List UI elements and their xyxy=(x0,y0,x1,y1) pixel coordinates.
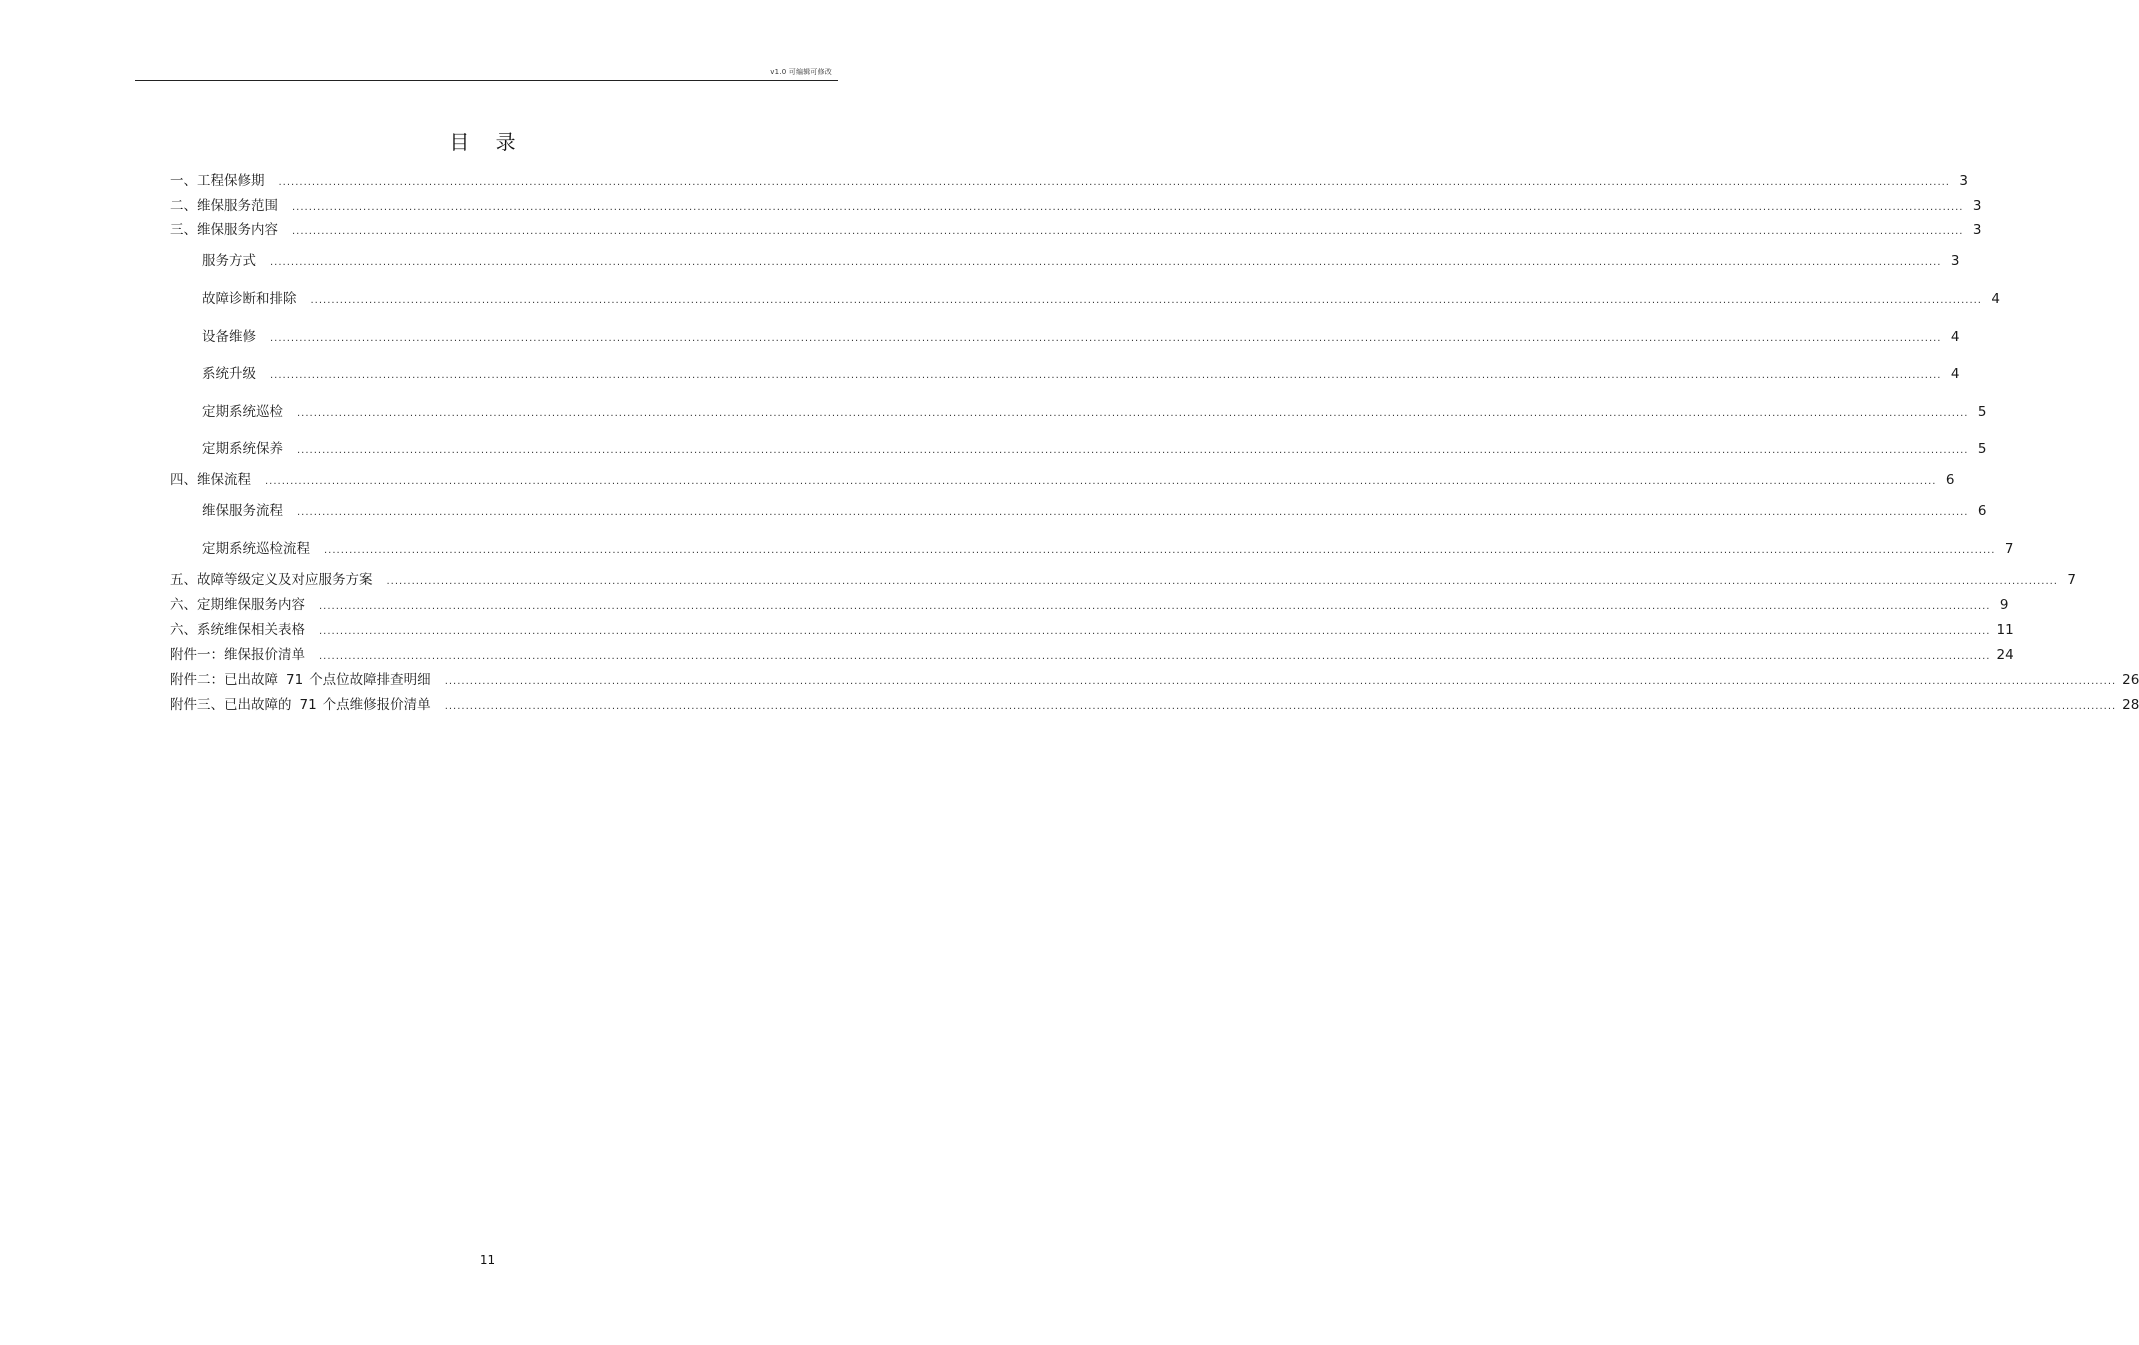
toc-entry-label: 四、维保流程 xyxy=(170,472,251,488)
toc-entry[interactable] xyxy=(170,218,1982,238)
toc-entry-label: 六、定期维保服务内容 xyxy=(170,597,305,613)
toc-entry-page: 26 xyxy=(2122,672,2139,688)
toc-entry-page: 5 xyxy=(1977,404,1987,420)
toc-subentry[interactable] xyxy=(202,537,2014,557)
toc-leader-dots: ................................................................................................................................................................................................................................................................................................................................................................................................................ xyxy=(386,576,2058,587)
toc-entry-label: 故障诊断和排除 xyxy=(202,291,297,307)
toc-entry-page: 7 xyxy=(2067,572,2076,588)
toc-entry-page: 7 xyxy=(2004,541,2014,557)
toc-entry[interactable] xyxy=(170,568,2076,588)
toc-label-suffix: 个点维修报价清单 xyxy=(322,697,431,713)
toc-entry[interactable] xyxy=(170,194,1982,214)
toc-leader-dots: ................................................................................................................................................................................................................................................................................................................................................................................................................ xyxy=(319,651,1991,662)
toc-entry[interactable] xyxy=(170,593,2009,613)
toc-entry-label: 设备维修 xyxy=(202,329,256,345)
toc-entry-page: 5 xyxy=(1977,441,1987,457)
toc-entry-label: 维保服务流程 xyxy=(202,503,283,519)
toc-subentry[interactable] xyxy=(202,325,1960,345)
toc-leader-dots: ................................................................................................................................................................................................................................................................................................................................................................................................................ xyxy=(278,177,1950,188)
toc-entry-label: 五、故障等级定义及对应服务方案 xyxy=(170,572,373,588)
toc-title: 目 录 xyxy=(449,130,526,154)
toc-leader-dots: ................................................................................................................................................................................................................................................................................................................................................................................................................ xyxy=(297,408,1969,419)
toc-leader-dots: ................................................................................................................................................................................................................................................................................................................................................................................................................ xyxy=(270,370,1942,381)
toc-label-prefix: 附件三、已出故障的 xyxy=(170,697,292,713)
toc-label-suffix: 个点位故障排查明细 xyxy=(309,672,431,688)
toc-entry-label: 服务方式 xyxy=(202,253,256,269)
toc-entry-page: 4 xyxy=(1991,291,2000,307)
toc-entry-label: 二、维保服务范围 xyxy=(170,198,278,214)
toc-label-number: 71 xyxy=(286,672,304,688)
toc-entry-page: 6 xyxy=(1945,472,1955,488)
toc-entry[interactable] xyxy=(170,668,2139,688)
page-header-note: v1.0 可编辑可修改 xyxy=(770,68,832,76)
toc-leader-dots: ................................................................................................................................................................................................................................................................................................................................................................................................................ xyxy=(270,333,1942,344)
toc-leader-dots: ................................................................................................................................................................................................................................................................................................................................................................................................................ xyxy=(310,295,1982,306)
toc-subentry[interactable] xyxy=(202,400,1987,420)
toc-label-prefix: 附件二：已出故障 xyxy=(170,672,278,688)
toc-leader-dots: ................................................................................................................................................................................................................................................................................................................................................................................................................ xyxy=(265,476,1937,487)
toc-entry-label: 定期系统巡检流程 xyxy=(202,541,310,557)
toc-entry[interactable] xyxy=(170,643,2014,663)
toc-entry-label xyxy=(170,668,445,688)
toc-entry-page: 4 xyxy=(1950,329,1960,345)
toc-entry-label: 定期系统巡检 xyxy=(202,404,283,420)
toc-entry[interactable] xyxy=(170,618,2014,638)
toc-leader-dots: ................................................................................................................................................................................................................................................................................................................................................................................................................ xyxy=(444,676,2117,687)
toc-entry-label: 一、工程保修期 xyxy=(170,173,265,189)
toc-entry[interactable] xyxy=(170,468,1955,488)
toc-subentry[interactable] xyxy=(202,362,1960,382)
toc-entry-page: 28 xyxy=(2122,697,2139,713)
toc-entry-label xyxy=(170,693,445,713)
toc-entry-page: 6 xyxy=(1977,503,1987,519)
toc-leader-dots: ................................................................................................................................................................................................................................................................................................................................................................................................................ xyxy=(297,507,1969,518)
toc-entry-label: 三、维保服务内容 xyxy=(170,222,278,238)
toc-subentry[interactable] xyxy=(202,437,1987,457)
toc-leader-dots: ................................................................................................................................................................................................................................................................................................................................................................................................................ xyxy=(324,545,1996,556)
toc-entry[interactable] xyxy=(170,169,1968,189)
toc-leader-dots: ................................................................................................................................................................................................................................................................................................................................................................................................................ xyxy=(297,445,1969,456)
toc-entry-page: 3 xyxy=(1972,222,1982,238)
toc-entry-page: 11 xyxy=(1996,622,2014,638)
toc-entry-page: 9 xyxy=(1999,597,2009,613)
toc-entry-page: 4 xyxy=(1950,366,1960,382)
page-number: 11 xyxy=(479,1253,496,1267)
toc-subentry[interactable] xyxy=(202,287,2000,307)
toc-leader-dots: ................................................................................................................................................................................................................................................................................................................................................................................................................ xyxy=(444,701,2117,712)
toc-entry-label: 定期系统保养 xyxy=(202,441,283,457)
toc-entry-page: 3 xyxy=(1972,198,1982,214)
toc-entry-page: 3 xyxy=(1950,253,1960,269)
toc-entry-label: 系统升级 xyxy=(202,366,256,382)
toc-entry-page: 3 xyxy=(1959,173,1968,189)
toc-leader-dots: ................................................................................................................................................................................................................................................................................................................................................................................................................ xyxy=(319,626,1991,637)
header-divider xyxy=(135,80,838,81)
toc-entry-label: 六、系统维保相关表格 xyxy=(170,622,305,638)
toc-leader-dots: ................................................................................................................................................................................................................................................................................................................................................................................................................ xyxy=(292,202,1964,213)
toc-leader-dots: ................................................................................................................................................................................................................................................................................................................................................................................................................ xyxy=(270,257,1942,268)
toc-label-number: 71 xyxy=(299,697,317,713)
toc-leader-dots: ................................................................................................................................................................................................................................................................................................................................................................................................................ xyxy=(319,601,1991,612)
toc-leader-dots: ................................................................................................................................................................................................................................................................................................................................................................................................................ xyxy=(292,226,1964,237)
toc-subentry[interactable] xyxy=(202,249,1960,269)
toc-entry-label: 附件一：维保报价清单 xyxy=(170,647,305,663)
toc-subentry[interactable] xyxy=(202,499,1987,519)
toc-entry-page: 24 xyxy=(1996,647,2014,663)
toc-entry[interactable] xyxy=(170,693,2139,713)
